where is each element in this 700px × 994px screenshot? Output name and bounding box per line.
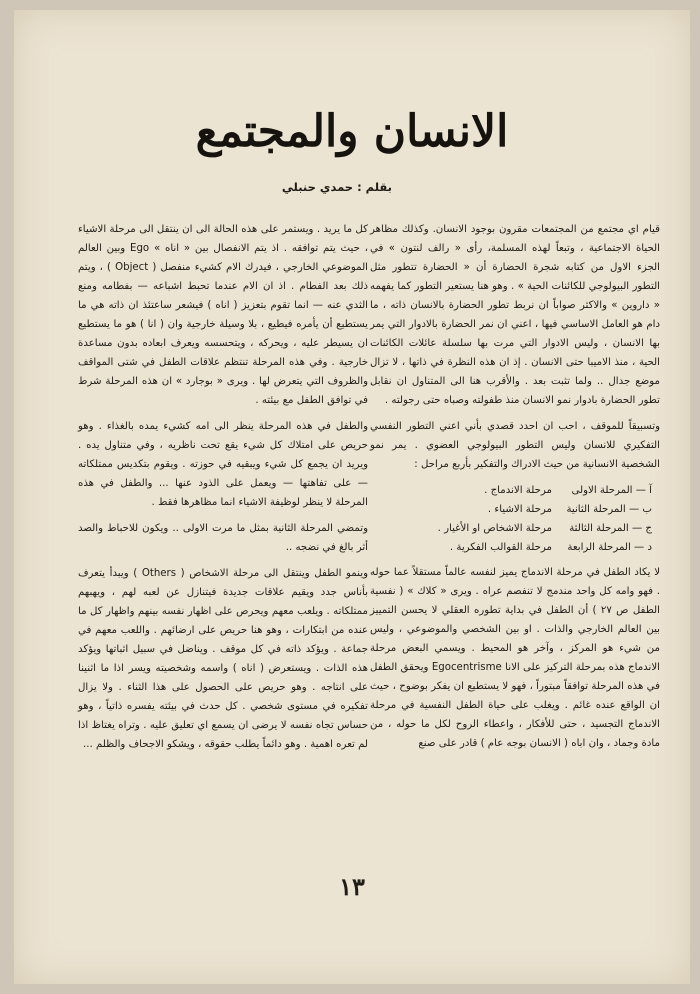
stages-list: [370, 481, 660, 557]
article-title: الانسان والمجتمع: [195, 106, 509, 157]
left-column: [78, 220, 368, 761]
paragraph: والطفل في هذه المرحلة ينظر الى امه كشيء يمده بالغذاء . وهو حريص على امتلاك كل شيء يقع تحت ناظريه ، وفي متناول يده . ويريد ان يجمع كل شيء ويبقيه في حوزته . ويقوم بتكديس ممتلكاته — على تفاهتها — ويعمل على الذود عنها ... والطفل في هذه المرحلة لا ينظر لوظيفة الاشياء انما مظاهرها فقط .: [78, 421, 368, 508]
stage-label: د — المرحلة الرابعة: [567, 542, 652, 553]
paragraph: قيام اي مجتمع من المجتمعات مقرون بوجود الانسان. وكذلك مظاهر الحياة الاجتماعية ، وتبعاً لهذه المسلمة، رأى « رالف لنتون » في الجزء الاول من كتابه شجرة الحضارة أن « الحضارة تتطور مثل التطور البيولوجي للكائنات الحية » . وهو هنا يستعير التطور كما يفهمه « داروين » والاكثر صواباً ان نربط تطور الحضارة بالانسان ذاته ، ما دام هو العامل الاساسي فيها ، اعني ان نمر الحضارة بالادوار التي يمر بها الانسان ، وليس الادوار التي مرت بها سلسلة عائلات الكائنات الحية ، منذ الاميبا حتى الانسان . إذ ان هذه النظرة في ذاتها ، لا تزال موضع جدال .. ولما تثبت بعد . والأقرب هنا الى المتناول ان نقابل تطور الحضارة بادوار نمو الانسان منذ طفولته وصباه حتى رجولته .: [370, 224, 660, 406]
paragraph: لا يكاد الطفل في مرحلة الاندماج يميز لنفسه عالماً مستقلاً عما حوله . فهو وامه كل واحد مندمج لا تنفصم عراه . ويرى « كلاك » ( نفسية الطفل ص ٢٧ ) أن الطفل في بداية تطوره العقلي لا يحسن التمييز بين العالم الخارجي والذات . او بين الشخصي والموضوعي ، وليس من شيء هو المركز ، وآخر هو المحيط . ويسمي البعض مرحلة الاندماج هذه بمرحلة التركيز على الانا Egocentrisme ويحقق الطفل في هذه المرحلة توافقاً مبتوراً ، فهو لا يستطيع ان يفكر بوضوح ، حيث ان الواقع عنده غائم . ويغلب على حياة الطفل النفسية في مرحلة الاندماج التجسيد ، حتى للأفكار ، واعطاء الروح لكل ما حوله ، من مادة وجماد ، وان اباه ( الانسان بوجه عام ) قادر على صنع: [370, 567, 660, 749]
page-number: ١٣: [339, 872, 365, 901]
list-item: [370, 538, 652, 557]
stage-name: مرحلة القوالب الفكرية .: [449, 542, 552, 553]
paragraph: كل ما يريد . ويستمر على هذه الحالة الى ان ينتقل الى مرحلة الاشياء ، حيث يتم توافقه . اذ يتم الانفصال بين « اناه » Ego وبين العالم الموضوعي الخارجي ، فيدرك الام كشيء منفصل ( Object ) ، ويتم ذلك بعد الفطام . اذ ان الام عندما تحبط اشباعه — بفطامه ومنع الثدي عنه — انما تقوم بتعزيز ( اناه ) فيشعر ساعتئذ ان ذاته هي ما يستطيع أن يأمره فيطيع ، بلا وسيلة خارجية وان ( انا ) هو ما يستطيع ان يسيطر عليه ، ويحركه ، ويتحسسه ويعرف ابعاده بدون مساعدة خارجية . وفي هذه المرحلة تنتظم علاقات الطفل في شتى المواقف والظروف التي يتعرض لها . ويرى « بوجارد » ان هذه المرحلة شرط في توافق الطفل مع بيئته .: [78, 224, 369, 406]
author-byline: بقلم : حمدي حنبلي: [281, 180, 392, 194]
stage-name: مرحلة الاشياء .: [487, 504, 552, 515]
stage-label: آ — المرحلة الاولى: [571, 485, 652, 496]
list-item: [370, 481, 652, 500]
paragraph: وتسبيقاً للموقف ، احب ان احدد قصدي بأني اعني التطور النفسي التفكيري للانسان وليس التطور البيولوجي العضوي . يمر نمو الشخصية الانسانية من حيث الادراك والتفكير بأربع مراحل :: [370, 421, 660, 470]
stage-label: ب — المرحلة الثانية: [566, 504, 652, 515]
paragraph: وينمو الطفل وينتقل الى مرحلة الاشخاص ( Others ) ويبدأ يتعرف بأناس جدد ويقيم علاقات جديدة فيتنازل عن لعبه لهم ، ويهبهم ممتلكاته . ويلعب معهم ويحرص على اظهار نفسه بينهم واظهار كل ما عنده من ابتكارات ، وهو هنا حريص على ارضائهم . واللعب معهم في جماعة . ويؤكد ذاته في كل موقف . ويناضل في سبيل اثباتها ويؤكد هذه الذات . ويستعرض ( اناه ) واسمه وشخصيته ويسر اذا ما اثنينا على انتاجه . وهو حريص على الحصول على هذا الثناء . ولا يزال تفكيره في مستوى شخصي . كل حدث في بيئته يفسره ذاتياً ، وهو حساس تجاه نفسه لا يرضى ان يسمع اي تعليق عليه . وتراه يغتاظ اذا لم تعره اهمية . وهو دائماً يطلب حقوقه ، ويشكو الاجحاف والظلم ...: [78, 568, 368, 750]
right-column: [370, 220, 660, 760]
stage-label: ج — المرحلة الثالثة: [569, 523, 652, 534]
paragraph: وتمضي المرحلة الثانية بمثل ما مرت الاولى .. ويكون للاحباط والصد أثر بالغ في نضجه ..: [78, 523, 368, 553]
stage-name: مرحلة الاندماج .: [484, 485, 552, 496]
list-item: [370, 500, 652, 519]
magazine-page: [14, 10, 690, 984]
list-item: [370, 519, 652, 538]
stage-name: مرحلة الاشخاص او الأغيار .: [437, 523, 552, 534]
